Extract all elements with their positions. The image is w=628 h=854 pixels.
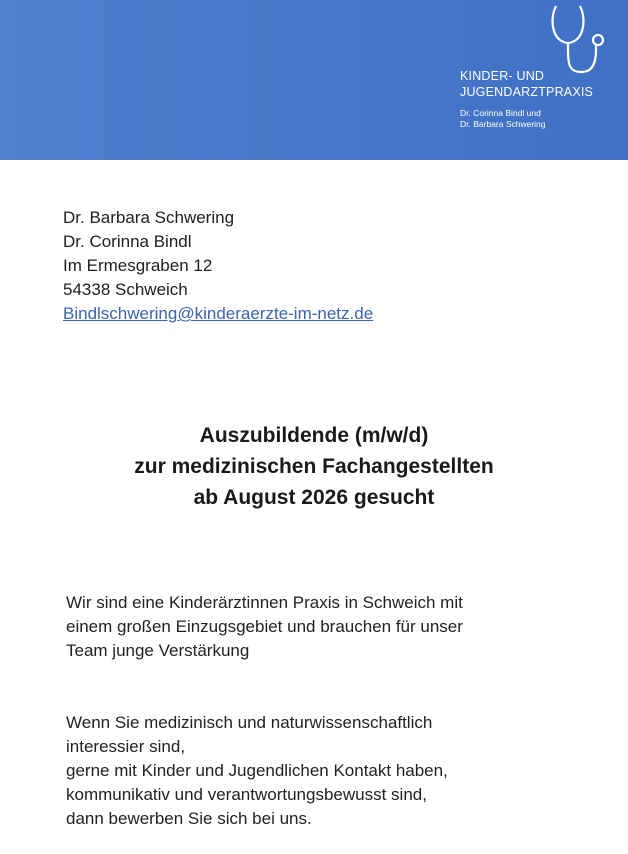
- logo-subtitle: [460, 108, 546, 130]
- address-line: Dr. Barbara Schwering: [63, 208, 235, 227]
- paragraph-line: Wir sind eine Kinderärztinnen Praxis in Schweich mit: [66, 593, 463, 612]
- intro-paragraph: [66, 591, 586, 663]
- paragraph-line: Team junge Verstärkung: [66, 641, 250, 660]
- logo-subtitle-line: Dr. Corinna Bindl und: [460, 108, 541, 118]
- address-line: Im Ermesgraben 12: [63, 256, 213, 275]
- stethoscope-icon: [548, 4, 618, 74]
- email-link[interactable]: Bindlschwering@kinderaerzte-im-netz.de: [63, 304, 374, 323]
- headline-line: zur medizinischen Fachangestellten: [134, 455, 494, 478]
- address-line: Dr. Corinna Bindl: [63, 232, 192, 251]
- address-block: [63, 206, 373, 326]
- logo-subtitle-line: Dr. Barbara Schwering: [460, 119, 546, 129]
- headline-line: Auszubildende (m/w/d): [199, 424, 429, 447]
- practice-logo: [456, 4, 621, 139]
- headline-line: ab August 2026 gesucht: [193, 486, 435, 509]
- paragraph-line: gerne mit Kinder und Jugendlichen Kontakt haben,: [66, 761, 448, 780]
- paragraph-line: kommunikativ und verantwortungsbewusst sind,: [66, 785, 427, 804]
- job-headline: [0, 420, 628, 513]
- paragraph-line: einem großen Einzugsgebiet und brauchen für unser: [66, 617, 463, 636]
- paragraph-line: Wenn Sie medizinisch und naturwissenschaftlich: [66, 713, 433, 732]
- logo-title-line: JUGENDARZTPRAXIS: [460, 85, 594, 99]
- header-band: [0, 0, 628, 160]
- requirements-paragraph: [66, 711, 586, 831]
- paragraph-line: interessier sind,: [66, 737, 186, 756]
- logo-title: [460, 68, 593, 100]
- paragraph-line: dann bewerben Sie sich bei uns.: [66, 809, 312, 828]
- address-line: 54338 Schweich: [63, 280, 188, 299]
- logo-title-line: KINDER- UND: [460, 69, 545, 83]
